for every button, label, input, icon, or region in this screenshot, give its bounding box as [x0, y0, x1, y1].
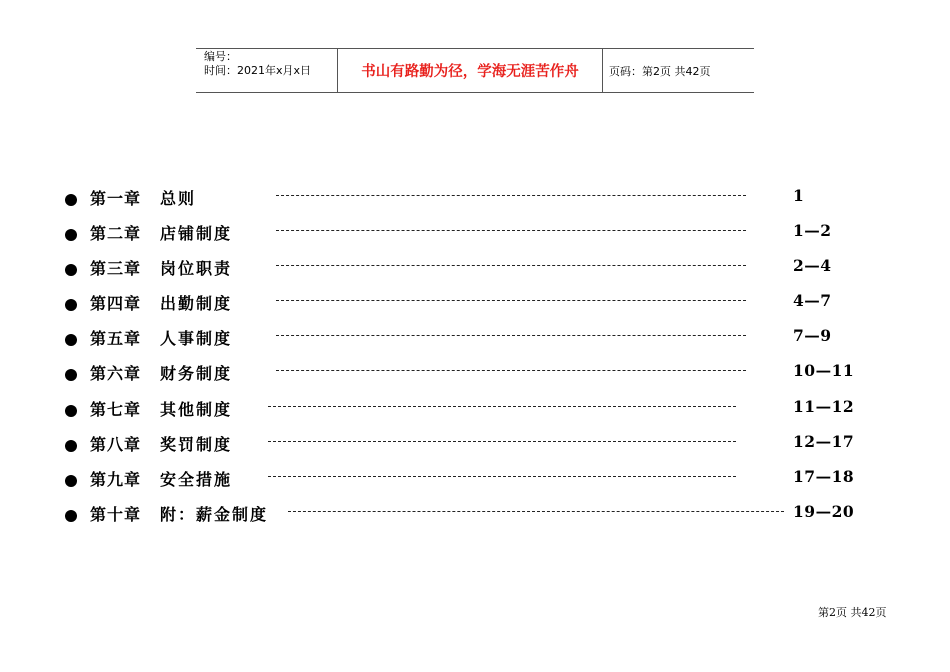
- toc-leader: [268, 476, 736, 477]
- toc-item[interactable]: [0, 397, 950, 427]
- header-motto: 书山有路勤为径，学海无涯苦作舟: [338, 49, 603, 92]
- toc-title: 其他制度: [160, 400, 233, 419]
- toc-chapter: 第五章: [90, 329, 142, 348]
- bullet-icon: [65, 334, 77, 346]
- toc-chapter: 第三章: [90, 259, 142, 278]
- toc-chapter: 第二章: [90, 224, 142, 243]
- toc-item[interactable]: [0, 221, 950, 251]
- toc-leader: [276, 265, 746, 266]
- toc-pages: 4—7: [793, 291, 832, 310]
- toc-title: 奖罚制度: [160, 435, 233, 454]
- bullet-icon: [65, 475, 77, 487]
- toc-leader: [288, 511, 784, 512]
- bullet-icon: [65, 369, 77, 381]
- toc-chapter: 第六章: [90, 364, 142, 383]
- toc-item[interactable]: [0, 467, 950, 497]
- toc-title: 财务制度: [160, 364, 233, 383]
- toc-pages: 7—9: [793, 326, 832, 345]
- toc-chapter: 第十章: [90, 505, 142, 524]
- toc-title: 人事制度: [160, 329, 233, 348]
- toc-pages: 17—18: [793, 467, 855, 486]
- toc-item[interactable]: [0, 432, 950, 462]
- toc-item[interactable]: [0, 186, 950, 216]
- toc-item[interactable]: [0, 502, 950, 532]
- toc-pages: 12—17: [793, 432, 855, 451]
- toc-chapter: 第一章: [90, 189, 142, 208]
- bullet-icon: [65, 440, 77, 452]
- toc-chapter: 第九章: [90, 470, 142, 489]
- toc-title: 岗位职责: [160, 259, 233, 278]
- toc-pages: 1—2: [793, 221, 832, 240]
- toc-title: 店铺制度: [160, 224, 233, 243]
- number-label: 编号：: [204, 50, 237, 63]
- toc-pages: 11—12: [793, 397, 855, 416]
- toc-item[interactable]: [0, 326, 950, 356]
- toc-title: 安全措施: [160, 470, 233, 489]
- toc-pages: 19—20: [793, 502, 855, 521]
- toc-pages: 10—11: [793, 361, 855, 380]
- toc-leader: [268, 406, 736, 407]
- bullet-icon: [65, 510, 77, 522]
- time-label: 时间：2021年x月x日: [204, 64, 312, 77]
- bullet-icon: [65, 264, 77, 276]
- toc-chapter: 第四章: [90, 294, 142, 313]
- toc-chapter: 第七章: [90, 400, 142, 419]
- toc-title: 总则: [160, 189, 197, 208]
- bullet-icon: [65, 299, 77, 311]
- toc-item[interactable]: [0, 291, 950, 321]
- toc-title: 附：薪金制度: [160, 505, 269, 524]
- toc-leader: [276, 335, 746, 336]
- toc-leader: [276, 370, 746, 371]
- page-header: [196, 48, 754, 93]
- toc-chapter: 第八章: [90, 435, 142, 454]
- header-meta: [196, 49, 338, 92]
- header-page-code: 页码：第2页 共42页: [609, 64, 711, 78]
- bullet-icon: [65, 229, 77, 241]
- toc-pages: 1: [793, 186, 805, 205]
- toc-leader: [268, 441, 736, 442]
- toc-pages: 2—4: [793, 256, 832, 275]
- bullet-icon: [65, 194, 77, 206]
- toc-title: 出勤制度: [160, 294, 233, 313]
- toc-leader: [276, 230, 746, 231]
- toc-item[interactable]: [0, 361, 950, 391]
- toc-leader: [276, 300, 746, 301]
- bullet-icon: [65, 405, 77, 417]
- toc-leader: [276, 195, 746, 196]
- toc-item[interactable]: [0, 256, 950, 286]
- footer-page-label: 第2页 共42页: [818, 606, 887, 619]
